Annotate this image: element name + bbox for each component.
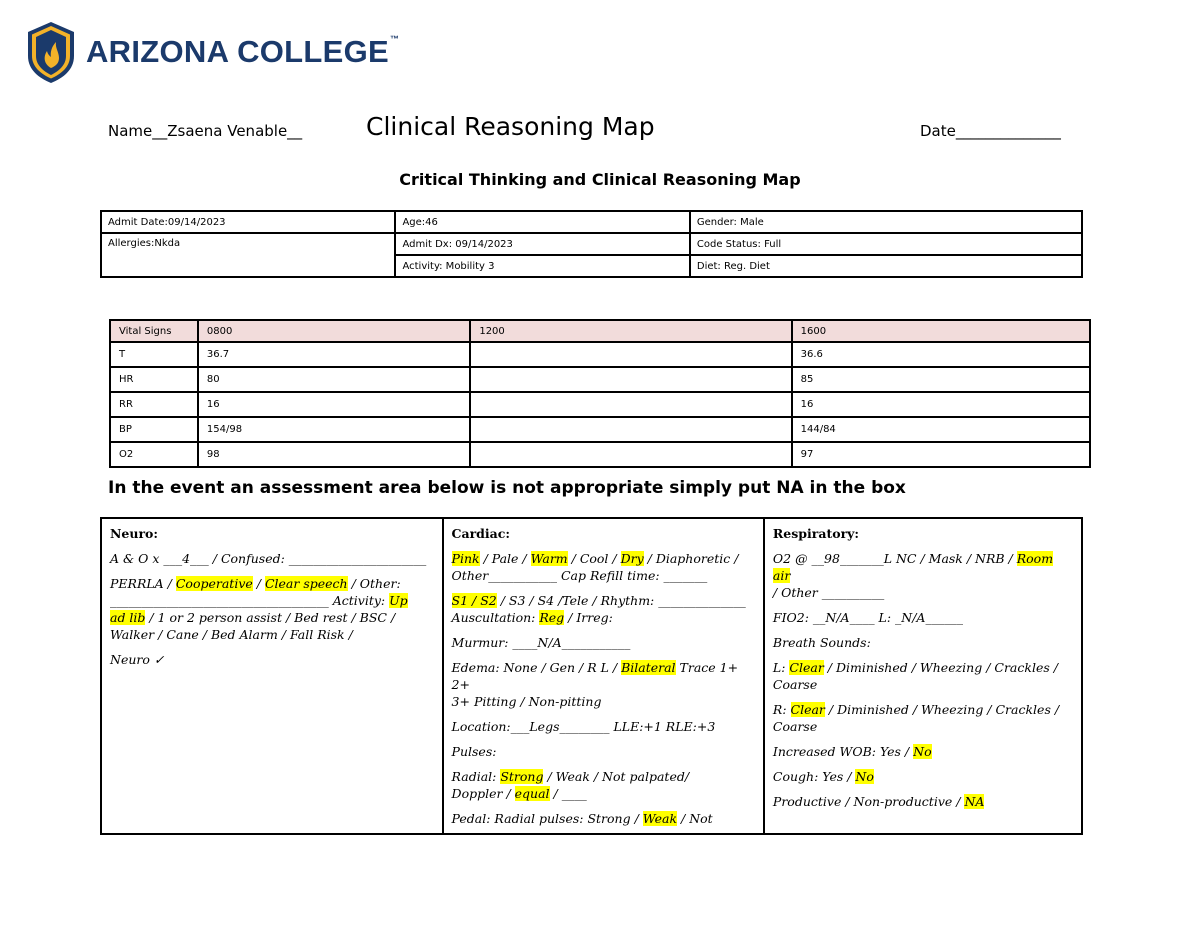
admit-dx-cell: Admit Dx: 09/14/2023	[395, 233, 689, 255]
table-row	[110, 342, 1090, 367]
vitals-header-row	[110, 320, 1090, 342]
page-title: Clinical Reasoning Map	[366, 112, 655, 141]
instruction-text: In the event an assessment area below is not appropriate simply put NA in the box	[108, 478, 906, 498]
neuro-line: PERRLA / Cooperative / Clear speech / Other: ___________________________________ Activity: Up ad lib / 1 or 2 person assist / Bed rest / BSC / Walker / Cane / Bed Alarm / Fall Risk /	[110, 576, 408, 642]
vitals-label-cell: HR	[110, 367, 198, 392]
respiratory-line: Productive / Non-productive / NA	[772, 794, 985, 809]
respiratory-line: R: Clear / Diminished / Wheezing / Crackles / Coarse	[772, 702, 1060, 734]
vitals-value-cell: 36.7	[198, 342, 470, 367]
vitals-value-cell: 80	[198, 367, 470, 392]
highlight: Up	[389, 593, 408, 608]
neuro-line: A & O x ___4___ / Confused: ______________________	[110, 551, 427, 566]
vitals-value-cell: 154/98	[198, 417, 470, 442]
cardiac-line: Location:___Legs________ LLE:+1 RLE:+3	[451, 719, 716, 734]
cardiac-title: Cardiac:	[451, 526, 510, 541]
vitals-value-cell: 16	[792, 392, 1090, 417]
respiratory-line: Breath Sounds:	[772, 635, 871, 650]
respiratory-title: Respiratory:	[772, 526, 860, 541]
vitals-value-cell	[470, 442, 791, 467]
vitals-value-cell: 97	[792, 442, 1090, 467]
vitals-value-cell: 36.6	[792, 342, 1090, 367]
vitals-value-cell: 98	[198, 442, 470, 467]
admit-date-cell: Admit Date:09/14/2023	[101, 211, 395, 233]
neuro-check-line: Neuro ✓	[110, 652, 165, 667]
code-status-cell: Code Status: Full	[690, 233, 1082, 255]
date-line: Date______________	[920, 122, 1061, 140]
vitals-value-cell	[470, 417, 791, 442]
highlight: ad lib	[110, 610, 146, 625]
age-cell: Age:46	[395, 211, 689, 233]
neuro-section	[101, 518, 443, 834]
gender-cell: Gender: Male	[690, 211, 1082, 233]
vitals-value-cell: 16	[198, 392, 470, 417]
cardiac-line: Pink / Pale / Warm / Cool / Dry / Diaphoretic / Other___________ Cap Refill time: _______	[451, 551, 739, 583]
vitals-label-cell: RR	[110, 392, 198, 417]
vitals-value-cell	[470, 367, 791, 392]
logo-wordmark: ARIZONA COLLEGE™	[86, 34, 400, 69]
diet-cell: Diet: Reg. Diet	[690, 255, 1082, 277]
table-row	[110, 367, 1090, 392]
respiratory-line: L: Clear / Diminished / Wheezing / Crackles / Coarse	[772, 660, 1058, 692]
shield-flame-icon	[26, 20, 76, 84]
vitals-value-cell: 144/84	[792, 417, 1090, 442]
allergies-cell: Allergies:Nkda	[101, 233, 395, 277]
respiratory-line: FIO2: __N/A____ L: _N/A______	[772, 610, 963, 625]
respiratory-line: Cough: Yes / No	[772, 769, 874, 784]
vitals-label-cell: T	[110, 342, 198, 367]
subtitle: Critical Thinking and Clinical Reasoning Map	[399, 170, 801, 189]
patient-info-table	[100, 210, 1083, 278]
vitals-value-cell: 85	[792, 367, 1090, 392]
cardiac-line: Radial: Strong / Weak / Not palpated/ Doppler / equal / ____	[451, 769, 690, 801]
table-row	[110, 442, 1090, 467]
activity-cell: Activity: Mobility 3	[395, 255, 689, 277]
neuro-title: Neuro:	[110, 526, 159, 541]
vitals-value-cell	[470, 392, 791, 417]
respiratory-line: Increased WOB: Yes / No	[772, 744, 932, 759]
vitals-header-cell: 1600	[792, 320, 1090, 342]
vitals-label-cell: BP	[110, 417, 198, 442]
vitals-header-cell: 0800	[198, 320, 470, 342]
table-row	[110, 392, 1090, 417]
logo	[26, 20, 399, 84]
respiratory-section	[764, 518, 1082, 834]
assessment-table	[100, 517, 1083, 835]
highlight: Clear speech	[264, 576, 348, 591]
vital-signs-table	[109, 319, 1091, 468]
table-row	[110, 417, 1090, 442]
vitals-value-cell	[470, 342, 791, 367]
vitals-header-cell: 1200	[470, 320, 791, 342]
vitals-header-cell: Vital Signs	[110, 320, 198, 342]
student-name-line: Name__Zsaena Venable__	[108, 122, 303, 140]
respiratory-line: O2 @ __98_______L NC / Mask / NRB / Room air / Other __________	[772, 551, 1054, 600]
cardiac-line: S1 / S2 / S3 / S4 /Tele / Rhythm: ______________ Auscultation: Reg / Irreg:	[451, 593, 746, 625]
cardiac-section	[443, 518, 764, 834]
cardiac-line: Pulses:	[451, 744, 497, 759]
vitals-label-cell: O2	[110, 442, 198, 467]
highlight: Cooperative	[175, 576, 253, 591]
cardiac-line: Edema: None / Gen / R L / Bilateral Trace 1+ 2+ 3+ Pitting / Non-pitting	[451, 660, 739, 709]
cardiac-line: Pedal: Radial pulses: Strong / Weak / Not	[451, 811, 713, 826]
cardiac-line: Murmur: ____N/A___________	[451, 635, 631, 650]
